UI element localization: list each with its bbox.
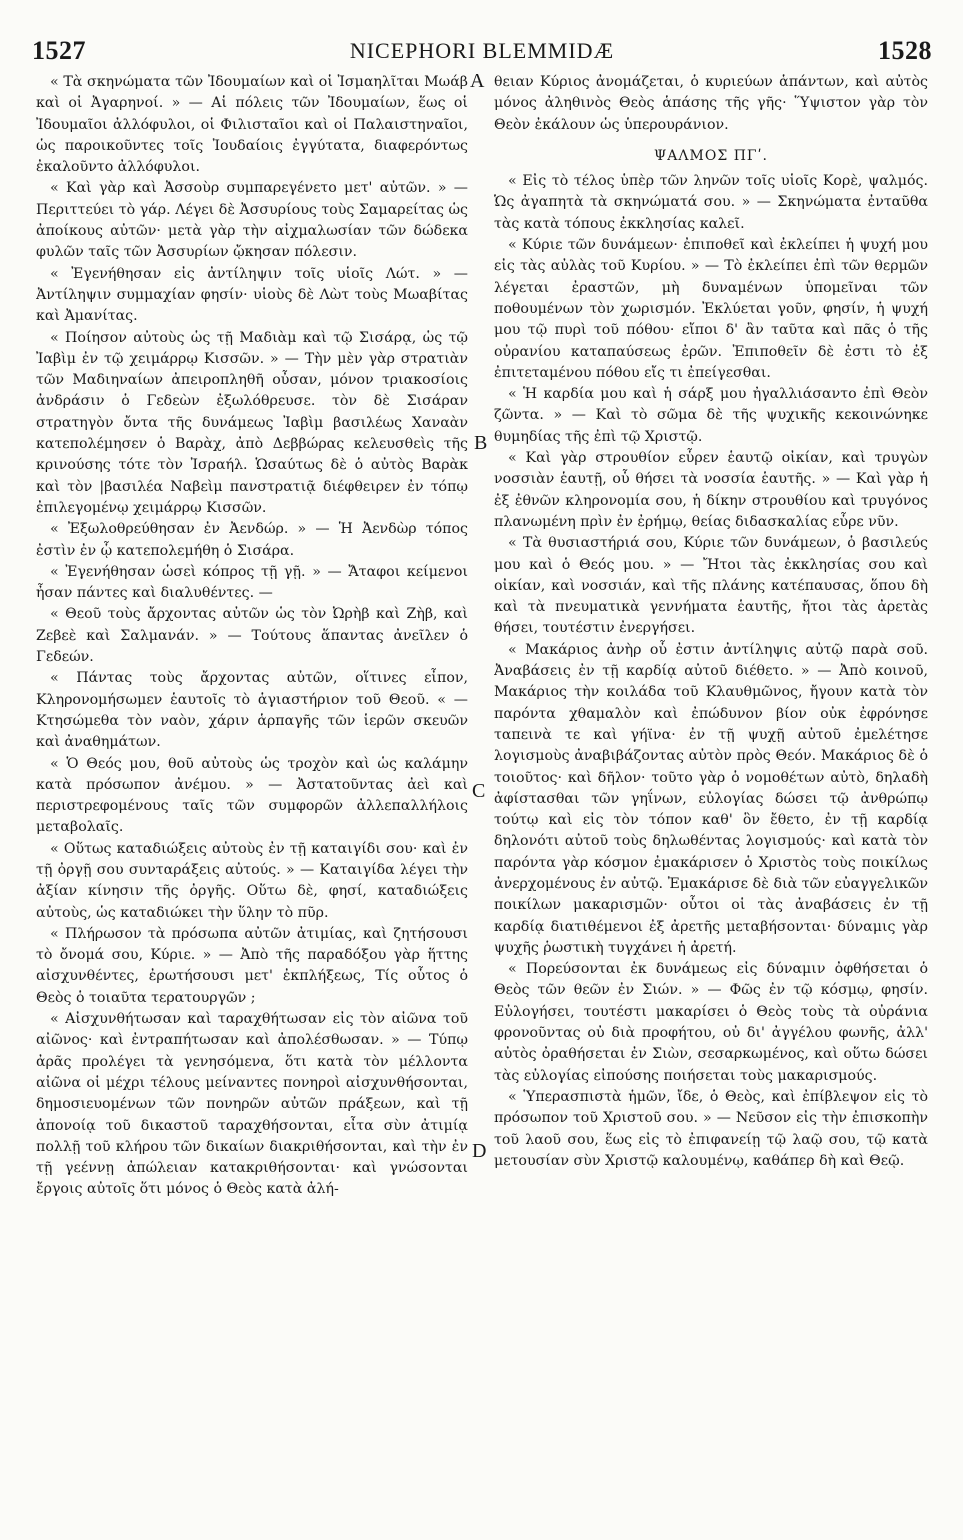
page-number-left: 1527 [32, 36, 86, 65]
right-column [494, 72, 928, 1512]
margin-marker-d: D [472, 1140, 487, 1162]
running-title: NICEPHORI BLEMMIDÆ [349, 38, 615, 63]
paragraph: « Ἡ καρδία μου καὶ ἡ σάρξ μου ἠγαλλιάσαντο ἐπὶ Θεὸν ζῶντα. » — Καὶ τὸ σῶμα δὲ τῆς ψυχικῆς κεκοινώνηκε θυμηδίας τῆς ἐπὶ τῷ Χριστῷ. [494, 386, 928, 445]
paragraph: « Πλήρωσον τὰ πρόσωπα αὐτῶν ἀτιμίας, καὶ ζητήσουσι τὸ ὄνομά σου, Κύριε. » — Ἀπὸ τῆς παραδόξου γὰρ ἥττης αἰσχυνθέντες, ἐρωτήσουσι μετ' ἐκπλήξεως, Τίς οὗτος ὁ Θεὸς ὁ τοιαῦτα τερατουργῶν ; [36, 925, 468, 1006]
paragraph: « Ποίησον αὐτοὺς ὡς τῇ Μαδιὰμ καὶ τῷ Σισάρᾳ, ὡς τῷ Ἰαβὶμ ἐν τῷ χειμάρρῳ Κισσῶν. » — Τὴν μὲν γὰρ στρατιὰν τῶν Μαδιηναίων ἀπειροπληθῆ οὖσαν, μόνον τριακοσίοις ἀνδράσιν ὁ Γεδεὼν ἐξωλόθρευσε. τὸν δὲ Σισάραν στρατηγὸν ὄντα τῆς δυνάμεως Ἰαβὶμ βασιλέως Χαναὰν κατεπολέμησεν ὁ Βαρὰχ, ἀπὸ Δεββώρας κελευσθεὶς τῆς κρινούσης τότε τὸν Ἰσραήλ. Ὡσαύτως δὲ ὁ αὐτὸς Βαρὰκ καὶ τὸν |βασιλέα Ναβεὶμ πανστρατιᾷ διέφθειρεν ἐν τόπῳ ἐπιλεγομένῳ χειμάρρῳ Κισσῶν. [36, 329, 468, 516]
paragraph: « Ὁ Θεός μου, θοῦ αὐτοὺς ὡς τροχὸν καὶ ὡς καλάμην κατὰ πρόσωπον ἀνέμου. » — Ἀστατοῦντας ἀεὶ καὶ περιστρεφομένους ταῖς τῶν συμφορῶν ἀλλεπαλλήλοις μεταβολαῖς. [36, 755, 468, 836]
paragraph: « Θεοῦ τοὺς ἄρχοντας αὐτῶν ὡς τὸν Ὠρὴβ καὶ Ζὴβ, καὶ Ζεβεὲ καὶ Σαλμανάν. » — Τούτους ἅπαντας ἀνεῖλεν ὁ Γεδεών. [36, 606, 468, 666]
paragraph: « Ἐγενήθησαν εἰς ἀντίληψιν τοῖς υἱοῖς Λώτ. » — Ἀντίληψιν συμμαχίαν φησίν· υἱοὺς δὲ Λὼτ τοὺς Μωαβίτας καὶ Ἀμανίτας. [36, 265, 468, 325]
page-header [32, 36, 932, 70]
margin-marker-c: C [472, 780, 486, 802]
paragraph: θειαν Κύριος ἀνομάζεται, ὁ κυριεύων ἁπάντων, καὶ αὐτὸς μόνος ἀληθινὸς Θεὸς ἁπάσης τῆς γῆς· Ὕψιστον γὰρ τὸν Θεὸν ἐκάλουν ὡς ὑπερουράνιον. [494, 74, 928, 133]
margin-marker-a: A [470, 70, 485, 92]
paragraph: « Καὶ γὰρ στρουθίον εὗρεν ἑαυτῷ οἰκίαν, καὶ τρυγὼν νοσσιὰν ἑαυτῇ, οὗ θήσει τὰ νοσσία ἑαυτῆς. » — Καὶ γὰρ ἡ ἐξ ἐθνῶν κληρονομία σου, ἡ δίκην στρουθίου καὶ τρυγόνος πλανωμένη πρὶν ἐν ἐρήμῳ, θείας διδασκαλίας εὗρε νῦν. [494, 450, 928, 530]
paragraph: « Οὕτως καταδιώξεις αὐτοὺς ἐν τῇ καταιγίδι σου· καὶ ἐν τῇ ὀργῇ σου συνταράξεις αὐτούς. » — Καταιγίδα λέγει τὴν ἀξίαν κίνησιν τῆς ὀργῆς. Οὕτω δὲ, φησί, καταδιώξεις αὐτοὺς, ὡς καταδιώκει τὴν ὕλην τὸ πῦρ. [36, 840, 468, 921]
paragraph: « Ὑπερασπιστὰ ἡμῶν, ἴδε, ὁ Θεὸς, καὶ ἐπίβλεψον εἰς τὸ πρόσωπον τοῦ Χριστοῦ σου. » — Νεῦσον εἰς τὴν ἐπισκοπὴν τοῦ λαοῦ σου, ἕως εἰς τὸ ἐπιφανείῃ τῷ λαῷ σου, τῷ κατὰ μετουσίαν σὺν Χριστῷ καλουμένῳ, καθάπερ δὴ καὶ Θεῷ. [494, 1088, 928, 1169]
paragraph: « Ἐξωλοθρεύθησαν ἐν Ἀενδώρ. » — Ἡ Ἀενδὼρ τόπος ἐστὶν ἐν ᾧ κατεπολεμήθη ὁ Σισάρα. [36, 521, 468, 559]
paragraph: « Τὰ σκηνώματα τῶν Ἰδουμαίων καὶ οἱ Ἰσμαηλῖται Μωάβ καὶ οἱ Ἀγαρηνοί. » — Αἱ πόλεις τῶν Ἰδουμαίων, ἕως οἱ Ἰδουμαῖοι ἀλλόφυλοι, οἱ Φιλισταῖοι καὶ οἱ Παλαιστηναῖοι, ὡς παροικοῦντες τοῖς Ἰουδαίοις ἐγγύτατα, διαφερόντως ἐκαλοῦντο ἀλλόφυλοι. [36, 74, 468, 176]
paragraph: « Αἰσχυνθήτωσαν καὶ ταραχθήτωσαν εἰς τὸν αἰῶνα τοῦ αἰῶνος· καὶ ἐντραπήτωσαν καὶ ἀπολέσθωσαν. » — Τύπῳ ἀρᾶς προλέγει τὰ γενησόμενα, ὅτι κατὰ τὸν μέλλοντα αἰῶνα οἱ μέχρι τέλους μείναντες πονηροὶ αἰσχυνθήσονται, δημοσιευομένων τῶν πονηρῶν αὐτῶν πράξεων, καὶ τῇ ἀπονοίᾳ τοῦ δικαστοῦ ταραχθήσονται, εἶτα σὺν ἀτιμίᾳ πολλῇ τοῦ κλήρου τῶν δικαίων διακριθήσονται, καὶ τὴν ἐν τῇ γεέννῃ ἀπώλειαν κατακριθήσονται· καὶ γνώσονται ἔργοις αὐτοῖς ὅτι μόνος ὁ Θεὸς κατὰ ἀλή- [36, 1011, 468, 1198]
margin-marker-b: B [474, 432, 488, 454]
paragraph: « Κύριε τῶν δυνάμεων· ἐπιποθεῖ καὶ ἐκλείπει ἡ ψυχή μου εἰς τὰς αὐλὰς τοῦ Κυρίου. » — Τὸ ἐκλείπει ἐπὶ τῶν θερμῶν λέγεται ἐραστῶν, μὴ δυναμένων ὑπομεῖναι τῶν ποθουμένων τὸν χωρισμόν. Ἐκλύεται γοῦν, φησίν, ἡ ψυχή μου τῷ πυρὶ τοῦ πόθου· εἴποι δ' ἂν ταῦτα καὶ πᾶς ὁ τῆς οὐρανίου καταπαύσεως ἐρῶν. Ἐπιποθεῖν δὲ ἐστι τὸ ἐξ ἐπιτεταμένου πόθου εἴς τι ἐπείγεσθαι. [494, 237, 928, 381]
paragraph: « Ἐγενήθησαν ὡσεὶ κόπρος τῇ γῇ. » — Ἄταφοι κείμενοι ἦσαν πάντες καὶ διαλυθέντες. — [36, 563, 468, 602]
paragraph: « Πορεύσονται ἐκ δυνάμεως εἰς δύναμιν ὀφθήσεται ὁ Θεὸς τῶν θεῶν ἐν Σιών. » — Φῶς ἐν τῷ κόσμῳ, φησίν. Εὐλογήσει, τουτέστι μακαρίσει ὁ Θεὸς τοὺς τὰ οὐράνια φρονοῦντας οὐ διὰ προφήτου, οὐ δι' ἀγγέλου φωνῆς, ἀλλ' αὐτὸς ὀραθήσεται ἐν Σιὼν, σεσαρκωμένος, καὶ οὕτω δώσει τὰς εὐλογίας εἰπούσης ποιήσεται τοὺς μακαρισμούς. [494, 961, 928, 1084]
paragraph: « Εἰς τὸ τέλος ὑπὲρ τῶν ληνῶν τοῖς υἱοῖς Κορὲ, ψαλμός. Ὡς ἀγαπητὰ τὰ σκηνώματά σου. » — Σκηνώματα ἐνταῦθα τὰς κατὰ τόπους ἐκκλησίας καλεῖ. [494, 173, 928, 232]
paragraph: « Τὰ θυσιαστήριά σου, Κύριε τῶν δυνάμεων, ὁ βασιλεύς μου καὶ ὁ Θεός μου. » — Ἤτοι τὰς ἐκκλησίας σου καὶ οἰκίαν, καὶ νοσσιάν, καὶ τῆς πλάνης κατέπαυσας, ὅπου δὴ καὶ τὰ πνευματικὰ γεννήματα ἑαυτῆς, ἤτοι τὰς ἀρετὰς θήσει, τουτέστιν ἐνεργήσει. [494, 535, 928, 637]
paragraph: « Καὶ γὰρ καὶ Ἀσσοὺρ συμπαρεγένετο μετ' αὐτῶν. » — Περιττεύει τὸ γάρ. Λέγει δὲ Ἀσσυρίους τοὺς Σαμαρείτας ὡς ἀποίκους αὐτῶν· μετὰ γὰρ τὴν αἰχμαλωσίαν τῶν δώδεκα φυλῶν ταῖς τῶν Ἀσσυρίων ᾤκησαν πόλεσιν. [36, 180, 468, 261]
paragraph: « Πάντας τοὺς ἄρχοντας αὐτῶν, οἵτινες εἶπον, Κληρονομήσωμεν ἑαυτοῖς τὸ ἁγιαστήριον τοῦ Θεοῦ. « — Κτησώμεθα τὸν ναὸν, χάριν ἁρπαγῆς τῶν ἱερῶν σκευῶν καὶ ἀναθημάτων. [36, 670, 468, 751]
left-column [36, 72, 468, 1512]
psalm-heading: ΨΑΛΜΟΣ ΠΓʹ. [654, 147, 768, 164]
paragraph: « Μακάριος ἀνὴρ οὗ ἐστιν ἀντίληψις αὐτῷ παρὰ σοῦ. Ἀναβάσεις ἐν τῇ καρδίᾳ αὐτοῦ διέθετο. » — Ἀπὸ κοινοῦ, Μακάριος τὴν κοιλάδα τοῦ Κλαυθμῶνος, ἤγουν κατὰ τὸν παρόντα χθαμαλὸν καὶ ἐπώδυνον βίον οὐκ ἐφρόνησε ταπεινὰ τε καὶ γήϊνα· ἐν τῇ ψυχῇ αὐτοῦ ἐμελέτησε λογισμοὺς ἀναβιβάζοντας αὐτὸν πρὸς Θεόν. Μακάριος δὲ ὁ τοιοῦτος· καὶ δῆλον· τοῦτο γὰρ ὁ νομοθέτων αὐτὸ, δηλαδὴ ἀφίστασθαι τῶν γηΐνων, εὐλογίας δώσει τῷ ἀνθρώπῳ τούτῳ καὶ εἰς τὸν τόπον καθ' ὃν ἔθετο, ἐν τῇ καρδίᾳ δηλονότι αὐτοῦ τοὺς δηλωθέντας λογισμούς· καὶ κατὰ τὸν παρόντα γὰρ κόσμον ἐμακάρισεν ὁ Χριστὸς τοὺς ποικίλως ἀνερχομένους ἐν αὐτῷ. Ἐμακάρισε δὲ διὰ τῶν εὐαγγελικῶν ποικίλων μακαρισμῶν· οὗτοι οἱ τὰς ἀναβάσεις ἐν τῇ καρδίᾳ διατιθέμενοι ἐξ ἀρετῆς μεταβήσονται· δύναμις γὰρ ψυχῆς ῥωστικὴ τυγχάνει ἡ ἀρετή. [494, 641, 928, 956]
page-number-right: 1528 [878, 36, 932, 65]
